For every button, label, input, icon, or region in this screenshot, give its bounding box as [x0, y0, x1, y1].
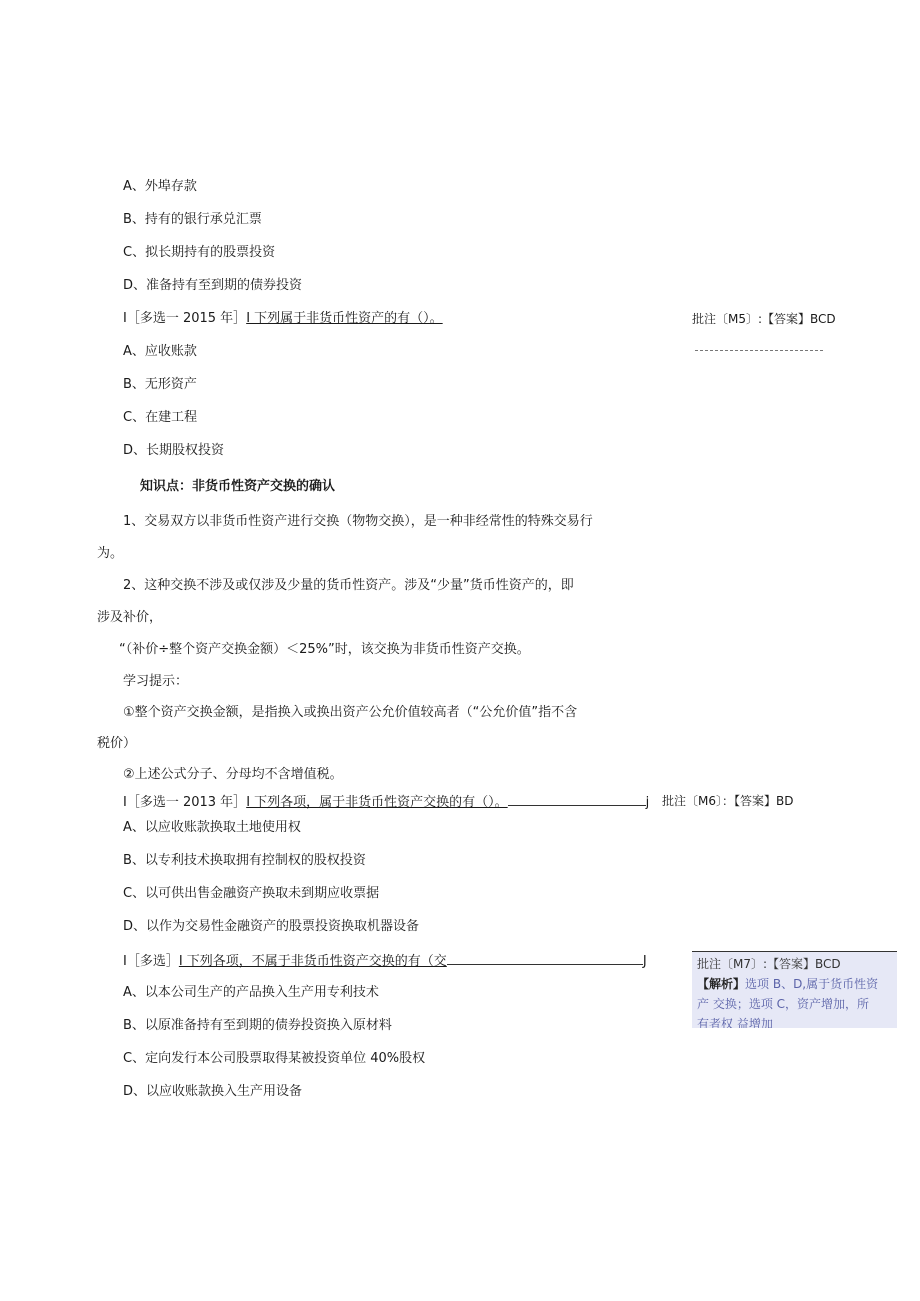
option-d: D、以应收账款换入生产用设备 — [123, 1084, 303, 1099]
option-a: A、外埠存款 — [123, 179, 197, 194]
comment-m6: 批注〔M6〕：【答案】BD — [662, 794, 794, 808]
option-d: D、长期股权投资 — [123, 443, 225, 458]
option-c: C、拟长期持有的股票投资 — [123, 245, 276, 260]
study-tip-2: ②上述公式分子、分母均不含增值税。 — [123, 767, 343, 782]
paragraph-2-cont: 涉及补价， — [97, 610, 163, 625]
option-b: B、以专利技术换取拥有控制权的股权投资 — [123, 853, 366, 868]
question-2015 — [123, 310, 443, 328]
comment-m5: 批注〔M5〕:【答案】BCD — [692, 312, 836, 326]
question-prefix: I［多选］ — [123, 954, 179, 969]
option-c: C、在建工程 — [123, 410, 198, 425]
option-a: A、应收账款 — [123, 344, 197, 359]
comment-m7-answer: 批注〔M7〕:【答案】BCD — [697, 957, 841, 971]
analysis-label: 【解析】 — [697, 977, 746, 991]
comment-m7 — [692, 951, 897, 1028]
question-3 — [123, 951, 647, 971]
option-b: B、以原准备持有至到期的债券投资换入原材料 — [123, 1018, 392, 1033]
option-b: B、无形资产 — [123, 377, 197, 392]
comment-divider — [695, 350, 823, 351]
option-d: D、以作为交易性金融资产的股票投资换取机器设备 — [123, 919, 420, 934]
comment-m7-analysis — [697, 974, 893, 994]
option-b: B、持有的银行承兑汇票 — [123, 212, 262, 227]
comment-m7-line3: 产 交换；选项 C，资产增加，所 — [697, 997, 870, 1011]
study-tip-label: 学习提示： — [123, 674, 189, 689]
formula-line: “（补价÷整个资产交换金额）＜25%”时，该交换为非货币性资产交换。 — [119, 642, 530, 657]
question-tail: J — [642, 954, 647, 969]
option-c: C、以可供出售金融资产换取未到期应收票据 — [123, 886, 380, 901]
option-c: C、定向发行本公司股票取得某被投资单位 40%股权 — [123, 1051, 426, 1066]
fill-line — [447, 951, 643, 965]
option-a: A、以本公司生产的产品换入生产用专利技术 — [123, 985, 379, 1000]
question-stem: I 下列各项，属于非货币性资产交换的有（）。 — [246, 795, 508, 810]
paragraph-1: 1、交易双方以非货币性资产进行交换（物物交换），是一种非经常性的特殊交易行 — [123, 514, 593, 529]
question-stem: I 下列各项，不属于非货币性资产交换的有（交 — [178, 954, 447, 969]
comment-m7-line4: 有者权 益增加 — [697, 1017, 773, 1028]
section-title: 知识点：非货币性资产交换的确认 — [140, 479, 336, 494]
fill-line — [508, 792, 646, 806]
option-a: A、以应收账款换取土地使用权 — [123, 820, 301, 835]
question-prefix: I［多选一 2015 年］ — [123, 311, 247, 326]
paragraph-2: 2、这种交换不涉及或仅涉及少量的货币性资产。涉及“少量”货币性资产的，即 — [123, 578, 574, 593]
question-stem: I 下列属于非货币性资产的有（）。 — [246, 311, 443, 326]
paragraph-1-cont: 为。 — [97, 546, 124, 561]
analysis-text: 选项 B、D,属于货币性资 — [745, 977, 879, 991]
question-2013 — [123, 792, 649, 812]
study-tip-1: ①整个资产交换金额，是指换入或换出资产公允价值较高者（“公允价值”指不含 — [123, 705, 578, 720]
question-prefix: I［多选一 2013 年］ — [123, 795, 247, 810]
question-tail: j — [645, 795, 650, 810]
study-tip-1-cont: 税价） — [97, 736, 137, 751]
option-d: D、准备持有至到期的债券投资 — [123, 278, 303, 293]
